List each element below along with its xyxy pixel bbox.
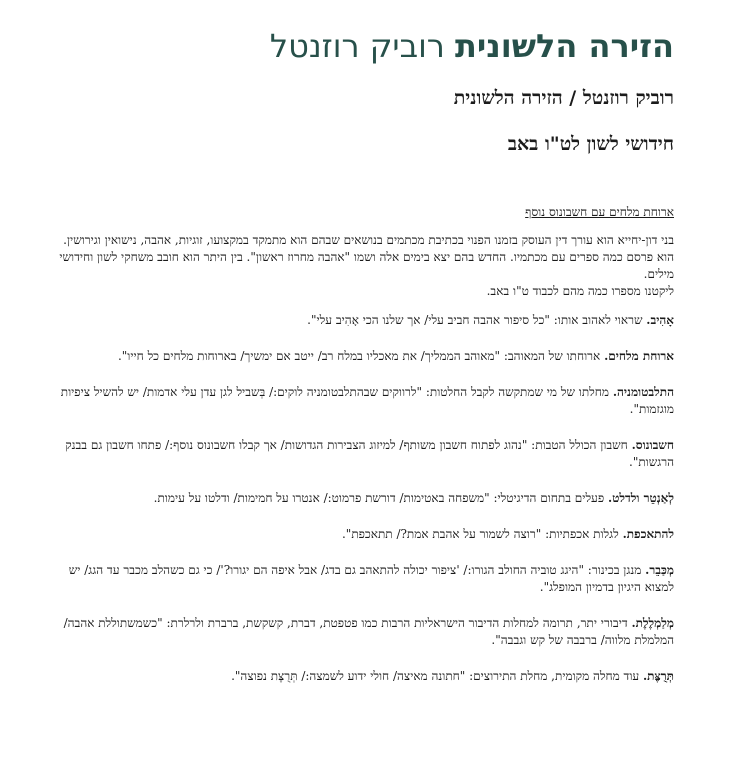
- entry-text: עוד מחלה מקומית, מחלת התירוצים: "חתונה מאיצה/ חולי ידוע לשמצה:/ תְּרֻצֶּת נפוצה".: [231, 669, 643, 683]
- glossary-entry: [40, 526, 674, 543]
- article-page: [0, 26, 738, 778]
- glossary-entry: [40, 668, 674, 685]
- entry-term: מְכַּבֵר.: [645, 563, 674, 577]
- entry-term: חשבונוס.: [631, 438, 674, 452]
- entry-term: אָהִיב.: [646, 313, 674, 327]
- entry-term: התלבטומניה.: [612, 385, 674, 399]
- article-intro: [40, 232, 674, 300]
- glossary-entry: [40, 490, 674, 507]
- article-title: חידושי לשון לט"ו באב: [507, 133, 674, 155]
- site-masthead[interactable]: [40, 26, 674, 66]
- entry-term: לְאַנְטֵר ולדלט.: [607, 491, 674, 505]
- author-name-logo: רוביק רוזנטל: [269, 27, 445, 65]
- intro-paragraph: הוא פרסם כמה ספרים עם מכתמיו. החדש בהם יצא בימים אלה ושמו "אהבה מחרוז ראשון". בין היתר הוא חובב משחקי לשון וחידושי מילים.: [59, 250, 674, 281]
- intro-paragraph: בני דון-יחייא הוא עורך דין העוסק בזמנו הפנוי בכתיבת מכתמים בנושאים שבהם הוא מתמקד במקצועו, זוגיות, אהבה, נישואין וגירושין.: [63, 233, 674, 247]
- entry-text: ארוחתו של המאוהב: "מאוהב הממליך/ את מאכליו במלח רב/ ייטב אם ימשיך/ בארוחות מלחים כל חייו".: [117, 349, 605, 363]
- intro-paragraph: ליקטנו מספרו כמה מהם לכבוד ט"ו באב.: [486, 284, 674, 298]
- entry-text: דיבורי יתר, תרומה למחלות הדיבור הישראליות הרבות כמו פטפטת, דברת, קשקשת, ברברת ולרלרת: "כשמשתוללת אהבה/ המלמלת מלווה/ ברבבה של קש וגבבה".: [63, 616, 674, 647]
- entry-text: שראוי לאהוב אותו: "כל סיפור אהבה חביב עלי/ אך שלנו הכי אָהִיב עלי".: [307, 313, 647, 327]
- author-line: רוביק רוזנטל / הזירה הלשונית: [453, 87, 674, 109]
- entry-term: ארוחת מלחים.: [604, 349, 674, 363]
- entry-text: מנגן בכינור: "היגג טוביה החולב הגורו:/ 'ציפור יכולה להתאהב גם בדג/ אבל איפה הם יגורו?'/ כי גם כשהלב מכבר עד הגג/ יש למצוא היגיון בדמיון המופלג".: [68, 563, 674, 594]
- entry-text: מחלתו של מי שמתקשה לקבל החלטות: "לרווקים שבהתלבטומניה לוקים:/ בְּשביל לגן עדן עלי אדמות/ יש להשיל ציפיות מוגזמות".: [60, 385, 674, 416]
- entry-term: מְלַמְלֶלֶת.: [631, 616, 674, 630]
- article-subhead: ארוחת מלחים עם חשבונוס נוסף: [525, 205, 674, 219]
- glossary-entry: [40, 384, 674, 418]
- site-name: הזירה הלשונית: [455, 27, 674, 65]
- entry-text: פעלים בתחום הדיגיטלי: "משפחה באטימות/ דורשת פרמוט:/ אנטרו על חמימות/ ודלטו על עימות.: [153, 491, 608, 505]
- glossary-entry: [40, 437, 674, 471]
- glossary-entry: [40, 562, 674, 596]
- entry-term: להתאכפת.: [622, 527, 674, 541]
- glossary-entry: [40, 615, 674, 649]
- glossary-entry: [40, 312, 674, 329]
- entry-term: תְּרֻצֶּת.: [643, 669, 674, 683]
- entry-text: חשבון הכולל הטבות: "נהוג לפתוח חשבון משותף/ למיזוג הצבירות הגדושות/ אך קבלו חשבונוס נוסף:/ פתחו חשבון גם בבנק הרגשות".: [65, 438, 674, 469]
- glossary-list: [40, 312, 674, 685]
- entry-text: לגלות אכפתיות: "רוצה לשמור על אהבת אמת?/ תתאכפת".: [341, 527, 623, 541]
- glossary-entry: [40, 348, 674, 365]
